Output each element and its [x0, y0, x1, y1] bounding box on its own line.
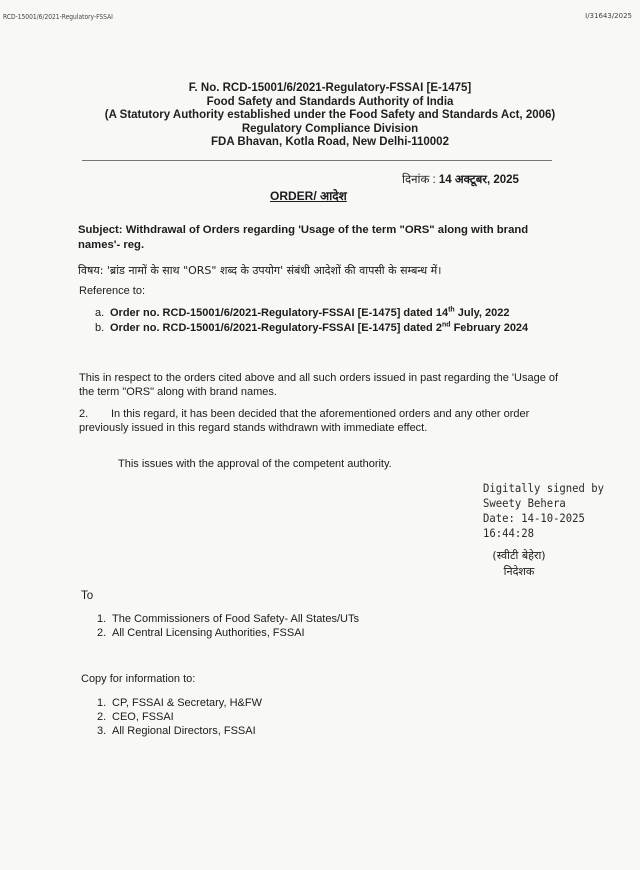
statutory-line: (A Statutory Authority established under the Food Safety and Standards Act, 2006) — [104, 109, 556, 121]
reference-text: Order no. RCD-15001/6/2021-Regulatory-FSSAI [E-1475] dated 2nd February 2024 — [110, 320, 529, 334]
copy-label: Copy for information to: — [81, 673, 196, 685]
letterhead — [60, 82, 600, 150]
reference-item — [95, 306, 555, 321]
list-item: 2. All Central Licensing Authorities, FSSAI — [97, 627, 305, 639]
reference-list — [95, 306, 555, 335]
address: FDA Bhavan, Kotla Road, New Delhi-110002 — [211, 136, 449, 148]
subject-hindi: विषय: 'ब्रांड नामों के साथ "ORS" शब्द के उपयोग' संबंधी आदेशों की वापसी के सम्बन्ध में। — [78, 264, 442, 277]
signature-line: Digitally signed by — [483, 481, 605, 495]
reference-item — [95, 321, 555, 336]
approval-statement: This issues with the approval of the competent authority. — [118, 458, 392, 470]
division-name: Regulatory Compliance Division — [241, 122, 419, 135]
date-label: दिनांक : — [402, 174, 436, 186]
organization-name: Food Safety and Standards Authority of India — [206, 95, 454, 108]
to-label: To — [81, 590, 94, 602]
reference-label: Reference to: — [79, 285, 146, 297]
inward-number-stamp: I/31643/2025 — [585, 12, 632, 20]
reference-marker: b. — [95, 321, 105, 334]
date-value: 14 अक्टूबर, 2025 — [438, 174, 519, 186]
order-title: ORDER/ आदेश — [270, 189, 347, 203]
paragraph-text: In this regard, it has been decided that the aforementioned orders and any other order previously issued in this regard stands withdrawn with immediate effect. — [79, 408, 530, 434]
list-item: 3. All Regional Directors, FSSAI — [97, 725, 256, 737]
paragraph-1: This in respect to the orders cited above and all such orders issued in past regarding the 'Usage of the term "ORS" along with brand names. — [79, 372, 559, 398]
signatory-name: Sweety Behera — [483, 496, 566, 510]
signatory-designation: निदेशक — [503, 565, 535, 578]
copy-list — [97, 696, 262, 738]
signature-date: Date: 14-10-2025 — [483, 511, 585, 525]
subject-english: Subject: Withdrawal of Orders regarding 'Usage of the term "ORS" along with brand names'- reg. — [78, 224, 529, 251]
file-number-stamp: RCD-15001/6/2021-Regulatory-FSSAI — [3, 13, 113, 21]
list-item: 1. CP, FSSAI & Secretary, H&FW — [97, 697, 262, 709]
list-item: 2. CEO, FSSAI — [97, 711, 174, 723]
signatory-name-hindi: (स्वीटी बेहेरा) — [492, 549, 546, 562]
signature-time: 16:44:28 — [483, 526, 534, 540]
paragraph-2 — [79, 408, 559, 435]
recipients-list — [97, 612, 359, 640]
reference-text: Order no. RCD-15001/6/2021-Regulatory-FSSAI [E-1475] dated 14th July, 2022 — [110, 306, 510, 319]
reference-marker: a. — [95, 307, 105, 319]
header-divider — [82, 160, 552, 161]
signatory-block-hindi — [484, 548, 554, 580]
digital-signature — [483, 481, 604, 541]
order-date — [402, 172, 519, 187]
file-number: F. No. RCD-15001/6/2021-Regulatory-FSSAI [E-1475] — [188, 82, 472, 94]
paragraph-number: 2. — [79, 408, 89, 420]
list-item: 1. The Commissioners of Food Safety- All States/UTs — [97, 613, 359, 625]
